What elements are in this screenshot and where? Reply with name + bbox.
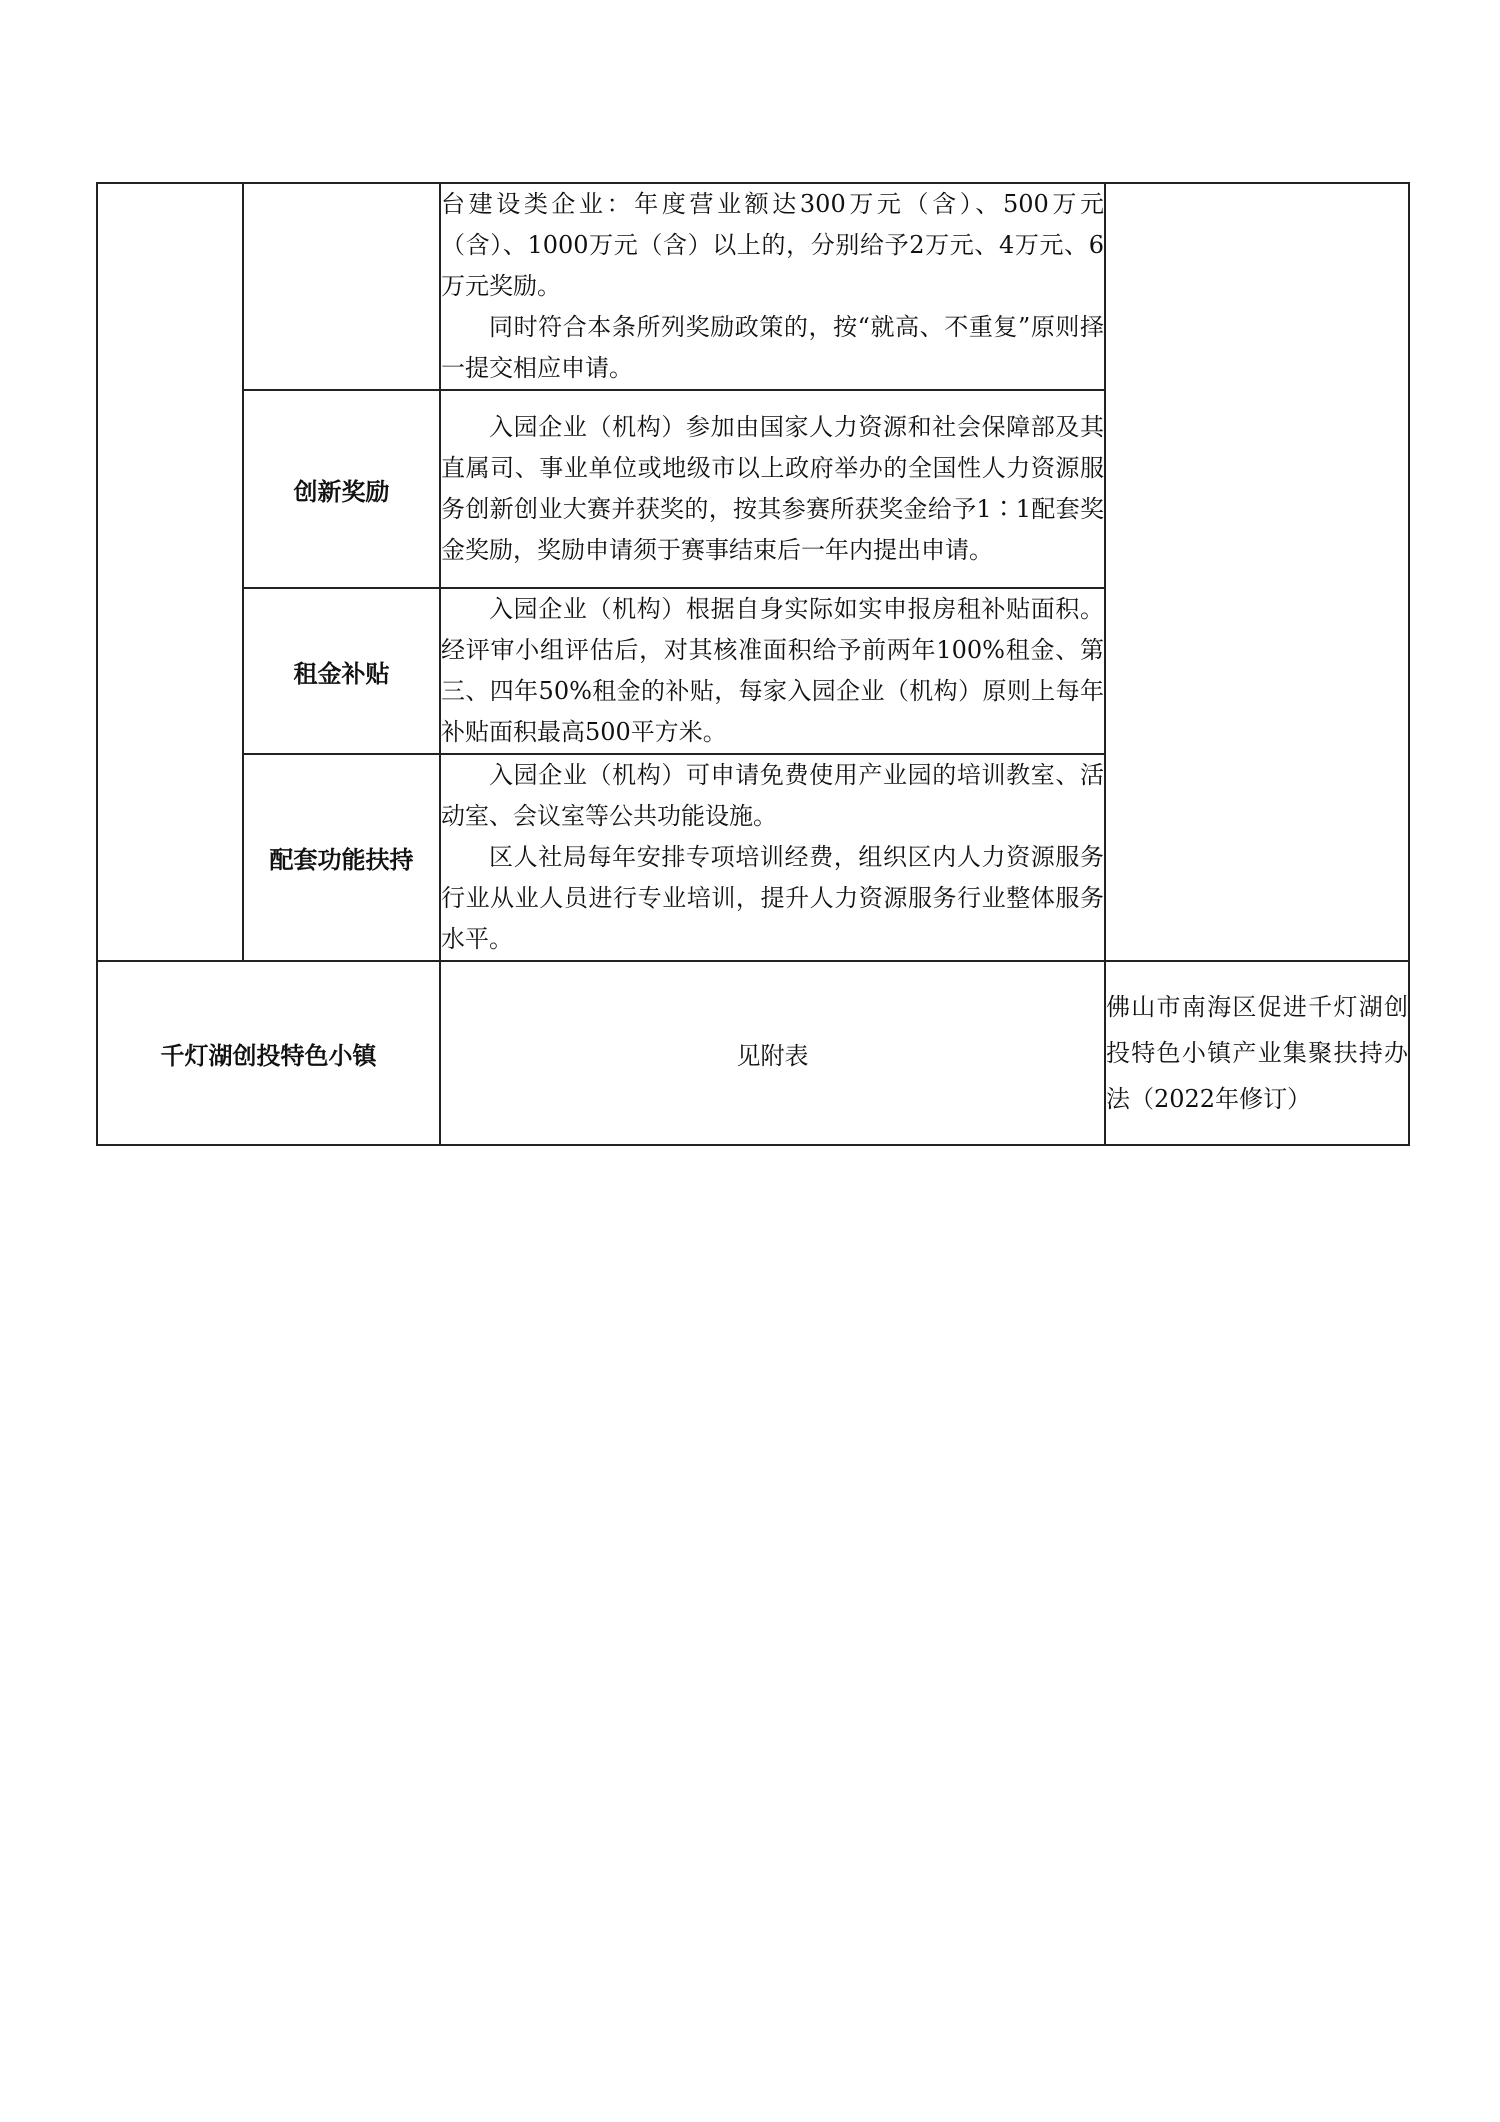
content-paragraph: 同时符合本条所列奖励政策的，按“就高、不重复”原则择一提交相应申请。	[441, 313, 1104, 382]
content-cell	[440, 588, 1105, 754]
content-paragraph: 区人社局每年安排专项培训经费，组织区内人力资源服务行业从业人员进行专业培训，提升人力资源服务行业整体服务水平。	[441, 843, 1104, 953]
content-paragraph: 入园企业（机构）可申请免费使用产业园的培训教室、活动室、会议室等公共功能设施。	[441, 761, 1104, 830]
item-cell-empty	[243, 183, 440, 390]
content-paragraph: 入园企业（机构）参加由国家人力资源和社会保障部及其直属司、事业单位或地级市以上政府举办的全国性人力资源服务创新创业大赛并获奖的，按其参赛所获奖金给予1∶1配套奖金奖励，奖励申请须于赛事结束后一年内提出申请。	[441, 413, 1104, 564]
category-qiandenghu: 千灯湖创投特色小镇	[97, 961, 440, 1145]
policy-table	[96, 182, 1410, 1146]
content-cell	[440, 754, 1105, 961]
item-innovation-award: 创新奖励	[243, 390, 440, 588]
table-row	[97, 961, 1409, 1145]
policy-name: 佛山市南海区促进千灯湖创投特色小镇产业集聚扶持办法（2022年修订）	[1105, 961, 1409, 1145]
category-cell-empty	[97, 183, 243, 961]
policy-cell-empty	[1105, 183, 1409, 961]
content-paragraph: 入园企业（机构）根据自身实际如实申报房租补贴面积。经评审小组评估后，对其核准面积给予前两年100%租金、第三、四年50%租金的补贴，每家入园企业（机构）原则上每年补贴面积最高500平方米。	[441, 595, 1104, 746]
content-cell	[440, 390, 1105, 588]
item-rent-subsidy: 租金补贴	[243, 588, 440, 754]
item-support-facilities: 配套功能扶持	[243, 754, 440, 961]
content-cell	[440, 183, 1105, 390]
table-row	[97, 183, 1409, 390]
content-paragraph: 台建设类企业：年度营业额达300万元（含）、500万元（含）、1000万元（含）以上的，分别给予2万元、4万元、6万元奖励。	[441, 190, 1104, 300]
see-appendix: 见附表	[440, 961, 1105, 1145]
